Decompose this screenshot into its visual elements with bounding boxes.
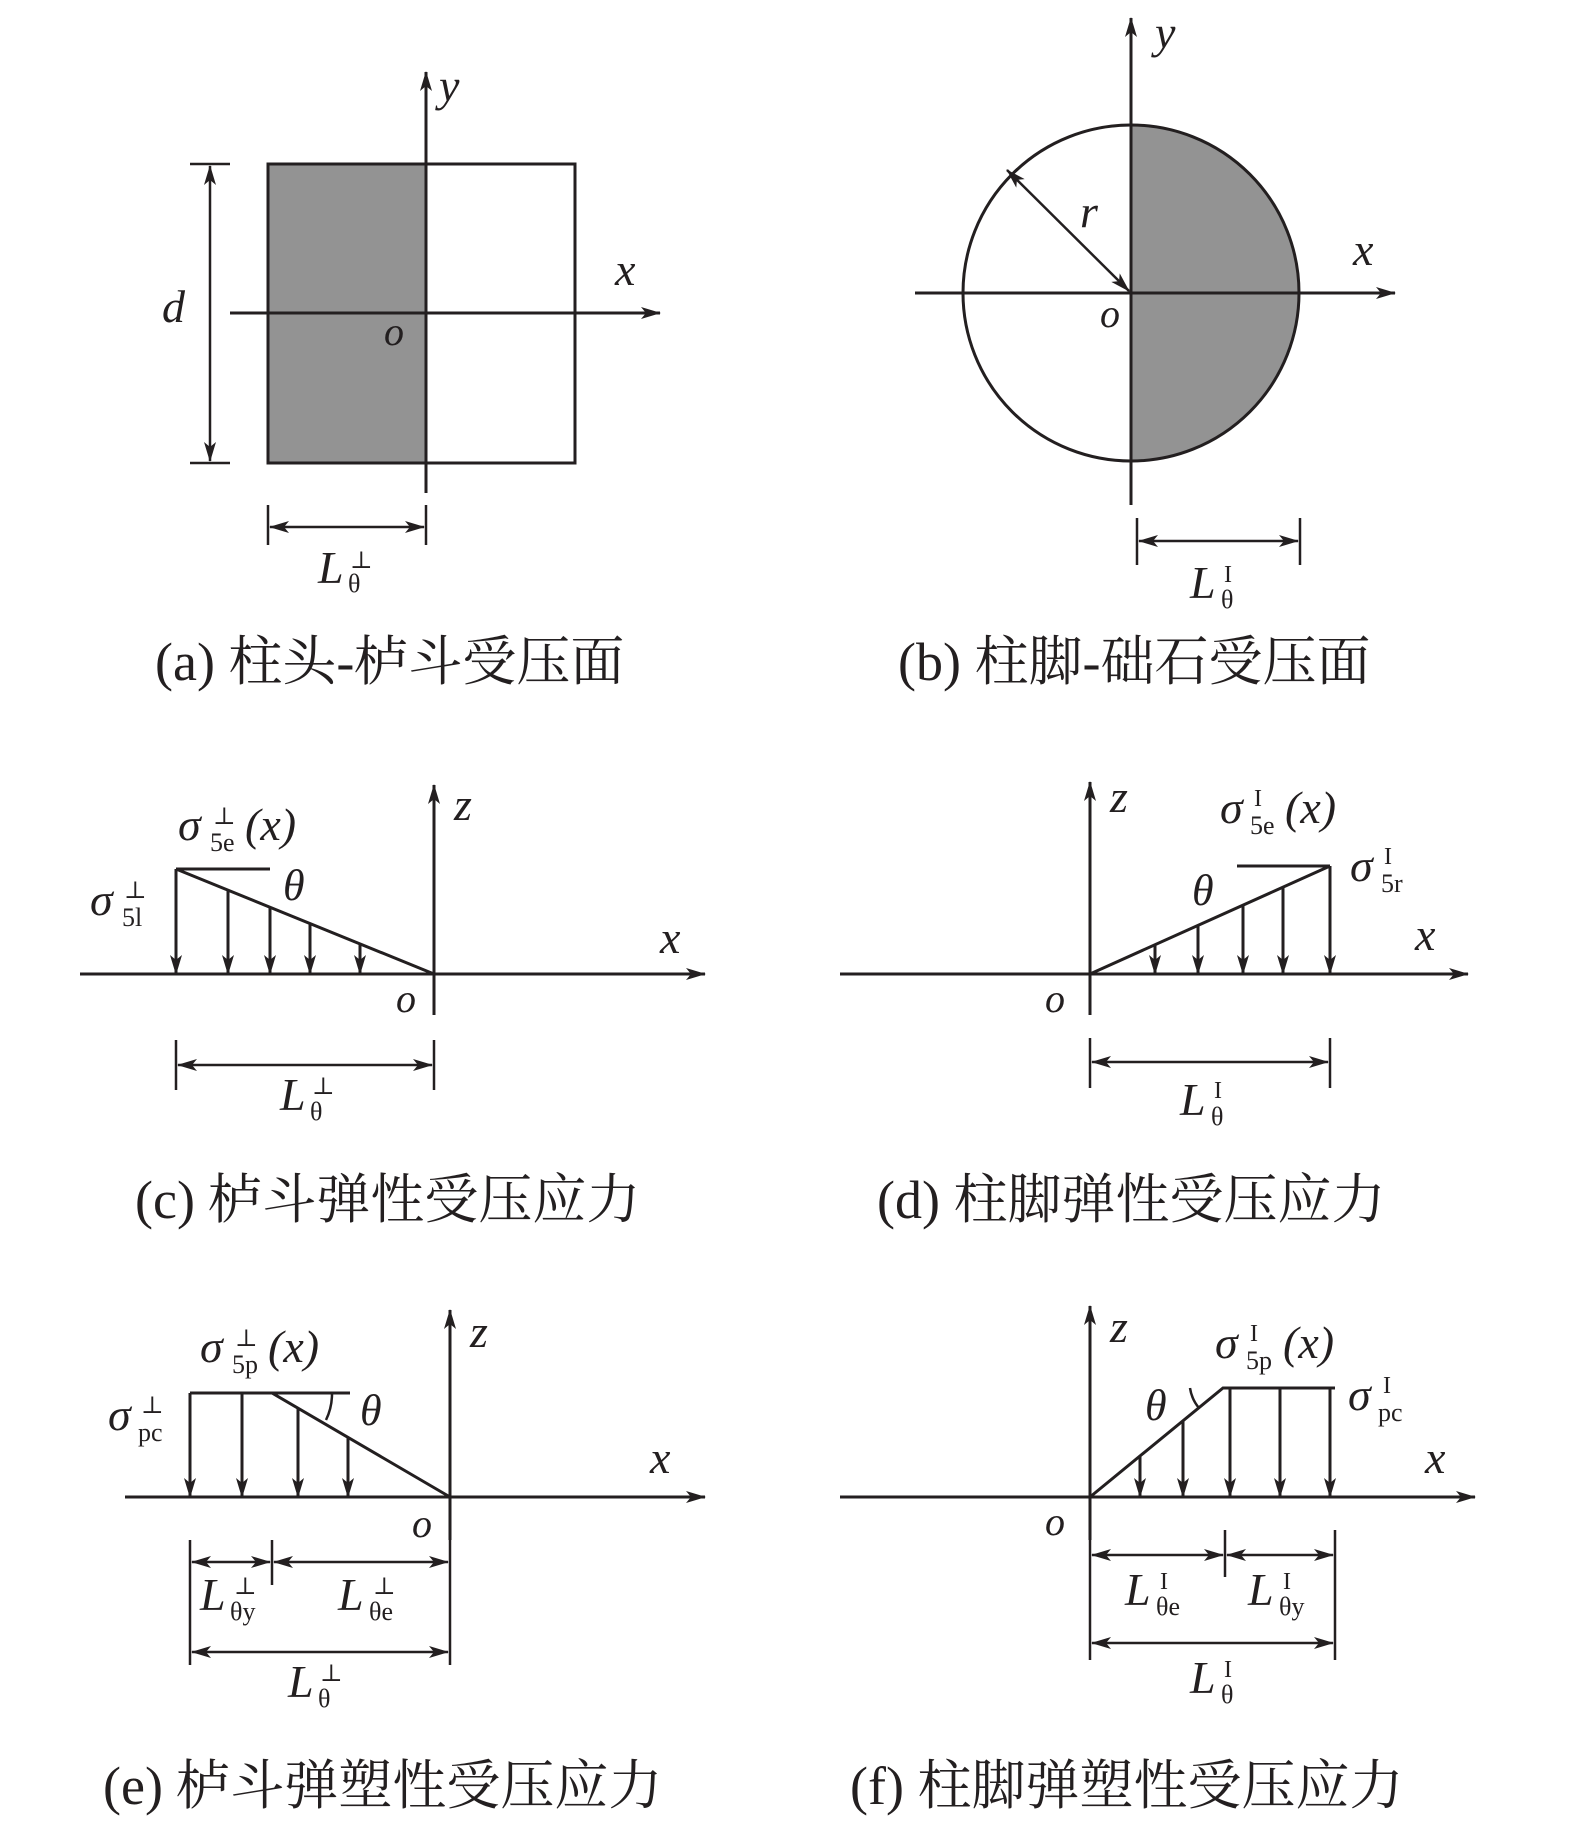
- svg-text:σ: σ: [90, 874, 113, 925]
- svg-text:I: I: [1224, 562, 1232, 588]
- svg-text:I: I: [1383, 1373, 1391, 1399]
- radius-r: [1007, 170, 1129, 291]
- svg-text:σ: σ: [1215, 1317, 1238, 1368]
- panel-b: [898, 7, 1395, 692]
- svg-text:⊥: ⊥: [312, 1074, 335, 1100]
- theta-label: θ: [1145, 1381, 1167, 1430]
- origin-label: o: [396, 976, 416, 1021]
- svg-text:σ: σ: [1220, 782, 1243, 833]
- svg-text:I: I: [1283, 1569, 1291, 1595]
- z-label: z: [1110, 1301, 1128, 1352]
- svg-text:5p: 5p: [1246, 1346, 1272, 1375]
- panel-f: [840, 1301, 1475, 1816]
- svg-text:I: I: [1160, 1569, 1168, 1595]
- x-label: x: [1425, 1432, 1446, 1483]
- svg-text:θy: θy: [230, 1597, 256, 1626]
- svg-text:L: L: [318, 542, 344, 593]
- svg-text:(x): (x): [1285, 782, 1337, 833]
- sigma-5e-label: [1220, 782, 1336, 840]
- svg-text:L: L: [280, 1069, 306, 1120]
- Le-label: [1124, 1564, 1180, 1621]
- theta-label: θ: [1192, 866, 1214, 915]
- L-label: [1189, 557, 1233, 614]
- x-label: x: [1353, 224, 1374, 275]
- svg-text:5e: 5e: [1250, 811, 1275, 840]
- svg-text:σ: σ: [108, 1389, 131, 1440]
- L-label: [287, 1656, 343, 1713]
- theta-label: θ: [360, 1386, 382, 1435]
- caption-a: (a) 柱头-栌斗受压面: [155, 632, 625, 692]
- svg-text:⊥: ⊥: [235, 1326, 258, 1352]
- svg-text:I: I: [1384, 844, 1392, 870]
- svg-text:σ: σ: [178, 799, 201, 850]
- origin-label: o: [1045, 1499, 1065, 1544]
- z-label: z: [1110, 771, 1128, 822]
- panel-e: [103, 1306, 705, 1816]
- svg-text:(x): (x): [1283, 1317, 1335, 1368]
- svg-text:L: L: [1125, 1564, 1151, 1615]
- L-label: [1189, 1652, 1233, 1709]
- caption-e: (e) 栌斗弹塑性受压应力: [103, 1756, 663, 1816]
- svg-text:L: L: [1190, 1652, 1216, 1703]
- svg-text:5p: 5p: [232, 1350, 258, 1379]
- sigma-5l-label: [90, 874, 147, 932]
- origin-label: o: [1045, 976, 1065, 1021]
- svg-text:⊥: ⊥: [373, 1574, 396, 1600]
- caption-b: (b) 柱脚-础石受压面: [898, 632, 1371, 692]
- x-label: x: [615, 244, 636, 295]
- stress-line: [176, 869, 434, 974]
- svg-text:L: L: [200, 1569, 226, 1620]
- svg-text:⊥: ⊥: [350, 548, 373, 574]
- stress-line: [1090, 1388, 1335, 1497]
- sigma-pc-label: [1348, 1369, 1403, 1427]
- svg-text:⊥: ⊥: [234, 1574, 257, 1600]
- svg-text:⊥: ⊥: [320, 1661, 343, 1687]
- svg-text:θ: θ: [310, 1097, 323, 1126]
- caption-c: (c) 栌斗弹性受压应力: [135, 1170, 641, 1230]
- L-label: [1179, 1074, 1223, 1131]
- svg-text:I: I: [1224, 1657, 1232, 1683]
- Ly-label: [1247, 1564, 1304, 1621]
- svg-text:(x): (x): [268, 1321, 320, 1372]
- svg-text:L: L: [1190, 557, 1216, 608]
- svg-text:⊥: ⊥: [213, 804, 236, 830]
- theta-arc: [326, 1393, 332, 1420]
- svg-text:σ: σ: [200, 1321, 223, 1372]
- svg-text:⊥: ⊥: [124, 878, 147, 904]
- y-label: y: [439, 60, 460, 111]
- svg-text:L: L: [1180, 1074, 1206, 1125]
- svg-text:σ: σ: [1350, 840, 1373, 891]
- L-label: [317, 542, 373, 598]
- svg-text:θ: θ: [1211, 1102, 1224, 1131]
- panel-c: [80, 779, 705, 1230]
- panel-d: [840, 771, 1468, 1230]
- svg-text:θ: θ: [348, 569, 361, 598]
- svg-text:5r: 5r: [1381, 869, 1403, 898]
- sigma-5r-label: [1350, 840, 1403, 898]
- origin-label: o: [412, 1501, 432, 1546]
- caption-f: (f) 柱脚弹塑性受压应力: [850, 1756, 1404, 1816]
- svg-text:L: L: [288, 1656, 314, 1707]
- theta-arc: [1190, 1388, 1199, 1408]
- svg-text:θe: θe: [1156, 1592, 1180, 1621]
- z-label: z: [454, 779, 472, 830]
- L-label: [279, 1069, 335, 1126]
- theta-label: θ: [283, 861, 305, 910]
- svg-text:θ: θ: [1221, 585, 1234, 614]
- x-label: x: [1415, 909, 1436, 960]
- svg-text:(x): (x): [245, 799, 297, 850]
- svg-text:θy: θy: [1279, 1592, 1305, 1621]
- sigma-5e-label: [178, 799, 296, 857]
- svg-text:θ: θ: [1221, 1680, 1234, 1709]
- caption-d: (d) 柱脚弹性受压应力: [877, 1170, 1386, 1230]
- origin-label: o: [384, 309, 404, 354]
- svg-text:I: I: [1254, 786, 1262, 812]
- origin-label: o: [1100, 291, 1120, 336]
- Ly-label: [199, 1569, 257, 1626]
- x-label: x: [650, 1432, 671, 1483]
- Le-label: [337, 1569, 396, 1626]
- z-label: z: [470, 1306, 488, 1357]
- y-label: y: [1155, 7, 1176, 58]
- svg-text:⊥: ⊥: [141, 1393, 164, 1419]
- svg-text:θ: θ: [318, 1684, 331, 1713]
- r-label: r: [1080, 186, 1098, 237]
- sigma-5p-label: [200, 1321, 319, 1379]
- svg-text:pc: pc: [138, 1418, 163, 1447]
- svg-text:5e: 5e: [210, 828, 235, 857]
- sigma-pc-label: [108, 1389, 164, 1447]
- svg-text:5l: 5l: [122, 903, 143, 932]
- svg-text:L: L: [1248, 1564, 1274, 1615]
- d-label: d: [162, 281, 185, 332]
- sigma-5p-label: [1215, 1317, 1334, 1375]
- stress-line: [190, 1393, 450, 1497]
- svg-text:I: I: [1214, 1078, 1222, 1104]
- svg-text:σ: σ: [1348, 1369, 1371, 1420]
- panel-a: [155, 60, 660, 692]
- x-label: x: [660, 912, 681, 963]
- svg-text:pc: pc: [1378, 1398, 1403, 1427]
- svg-text:L: L: [338, 1569, 364, 1620]
- svg-text:θe: θe: [369, 1597, 393, 1626]
- svg-text:I: I: [1250, 1321, 1258, 1347]
